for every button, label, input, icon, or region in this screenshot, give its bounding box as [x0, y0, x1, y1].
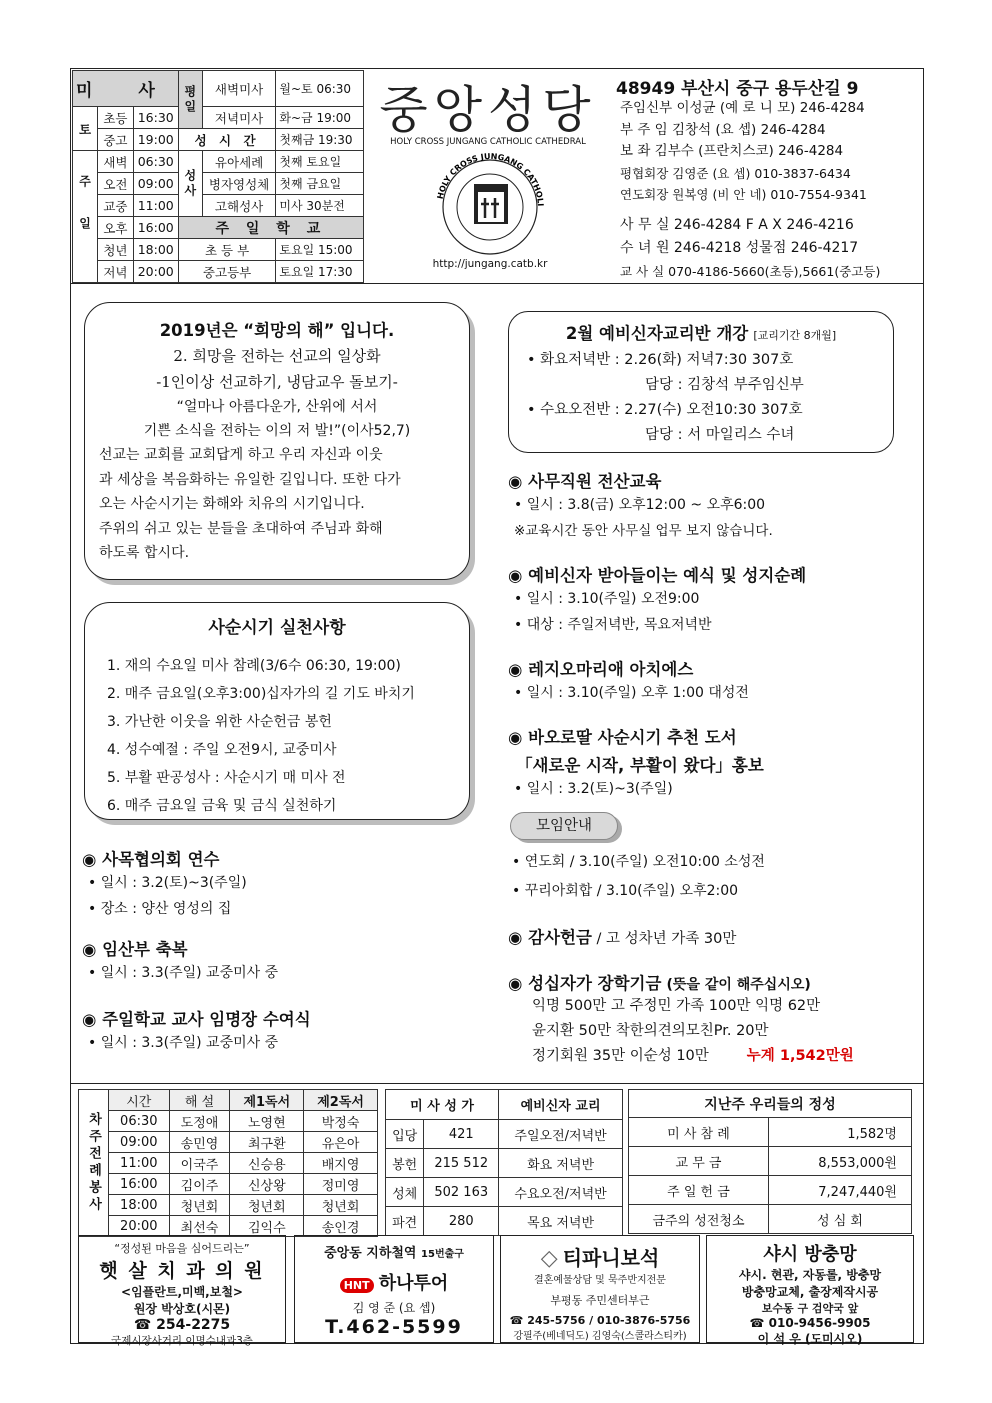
school-name: 중고등부 — [178, 261, 276, 283]
right-notices — [508, 468, 908, 802]
hope-year-box — [84, 302, 470, 580]
catechumen-box — [508, 311, 894, 453]
offering-cell: 8,553,000원 — [769, 1147, 912, 1176]
scholar-title-text: 성십자가 장학기금 — [528, 974, 662, 993]
offering-row — [629, 1118, 912, 1147]
sunday-mass-time: 20:00 — [133, 261, 178, 283]
hnt-logo: HNT — [340, 1278, 374, 1293]
notice-item: • 장소 : 양산 영성의 집 — [88, 901, 232, 917]
left-notices — [82, 846, 482, 1056]
duty-cell: 이국주 — [169, 1153, 230, 1174]
meeting-item: • 꾸리아회합 / 3.10(주일) 오후2:00 — [512, 883, 739, 899]
school-title: 주 일 학 교 — [178, 217, 363, 239]
offering-cell: 교 무 금 — [629, 1147, 769, 1176]
duty-cell: 김이주 — [169, 1174, 230, 1195]
ad-slogan: “정성된 마음을 심어드리는” — [114, 1242, 250, 1255]
scholar-total: 누계 1,542만원 — [746, 1048, 854, 1064]
catechumen-line: 담당 : 김창석 부주임신부 — [645, 377, 804, 393]
notice-title: ◉ 사무직원 전산교육 — [508, 472, 662, 491]
sunday-mass-name: 오전 — [98, 173, 134, 195]
notice-title: ◉ 바오로딸 사순시기 추천 도서 — [508, 728, 737, 747]
duty-row — [79, 1174, 378, 1195]
scholarship-heading — [508, 970, 811, 994]
duty-row — [79, 1153, 378, 1174]
scholar-line: 익명 500만 고 주정민 가족 100만 익명 62만 — [532, 998, 821, 1014]
duty-header: 시간 — [109, 1090, 170, 1111]
duty-cell: 20:00 — [109, 1216, 170, 1237]
duty-cell: 정미영 — [304, 1174, 378, 1195]
notice-item: • 일시 : 3.2(토)~3(주일) — [88, 875, 247, 891]
phone-list — [620, 214, 880, 283]
ad-person: 김 영 준 (요 셉) — [352, 1301, 436, 1315]
sunday-mass-time: 09:00 — [133, 173, 178, 195]
notice-title: ◉ 임산부 축복 — [82, 940, 188, 959]
hope-sub2: -1인이상 선교하기, 냉담교우 돌보기- — [156, 373, 398, 391]
ad-line: ☎ 245-5756 / 010-3876-5756 — [509, 1314, 691, 1327]
notice-title2: 「새로운 시작, 부활이 왔다」홍보 — [516, 756, 764, 775]
duty-cell: 11:00 — [109, 1153, 170, 1174]
ad-hanatour — [294, 1235, 494, 1343]
duty-row — [79, 1111, 378, 1132]
sacrament-name: 병자영성체 — [202, 173, 276, 195]
duty-header: 제2독서 — [304, 1090, 378, 1111]
school-time: 토요일 17:30 — [276, 261, 364, 283]
scholar-note: (뜻을 같이 해주십시오) — [666, 977, 811, 993]
offering-cell: 1,582명 — [769, 1118, 912, 1147]
staff-line: 평협회장 김영준 (요 셉) 010-3837-6434 — [620, 165, 851, 181]
lent-title: 사순시기 실천사항 — [208, 618, 346, 638]
duty-cell: 청년회 — [304, 1195, 378, 1216]
ad-sub: <임플란트,미백,보철> — [121, 1285, 243, 1299]
sunday-mass-time: 16:00 — [133, 217, 178, 239]
saturday-label: 토 — [73, 107, 98, 151]
duty-row — [79, 1195, 378, 1216]
hymn-header: 예비신자 교리 — [499, 1090, 623, 1120]
offering-row — [629, 1147, 912, 1176]
mass-schedule-table — [72, 70, 364, 283]
church-seal-logo — [430, 152, 550, 257]
catechumen-heading — [509, 320, 893, 344]
ad-line: 부평동 주민센터부근 — [550, 1294, 650, 1307]
duty-cell: 06:30 — [109, 1111, 170, 1132]
catechumen-note: [교리기간 8개월] — [753, 329, 837, 342]
offering-cell: 주 일 헌 금 — [629, 1176, 769, 1205]
notice-item: • 일시 : 3.10(주일) 오후 1:00 대성전 — [514, 685, 749, 701]
ad-line: 이 석 우 (도미시오) — [757, 1332, 863, 1346]
duty-cell: 유은아 — [304, 1132, 378, 1153]
sat-mass-time: 19:00 — [133, 129, 178, 151]
sunday-mass-name: 새벽 — [98, 151, 134, 173]
thanks-title: ◉ 감사헌금 — [508, 928, 592, 947]
lent-practice-box — [84, 602, 470, 820]
sunday-mass-name: 청년 — [98, 239, 134, 261]
ad-tiffany-jewelry — [500, 1235, 700, 1343]
duty-row — [79, 1132, 378, 1153]
thanks-text: / 고 성차년 가족 30만 — [591, 931, 737, 947]
duty-cell: 박정숙 — [304, 1111, 378, 1132]
school-time: 토요일 15:00 — [276, 239, 364, 261]
sunday-label: 주일 — [73, 151, 98, 283]
ad-owner: 원장 박상호(시몬) — [133, 1302, 231, 1316]
weekday-label: 평일 — [178, 71, 202, 129]
confession-time: 첫째금 19:30 — [276, 129, 364, 151]
hymn-cell: 421 — [424, 1120, 499, 1149]
ad-top — [295, 1242, 493, 1261]
notice-item: • 일시 : 3.2(토)~3(주일) — [514, 781, 673, 797]
hymn-cell: 파견 — [386, 1207, 424, 1236]
duty-cell: 청년회 — [169, 1195, 230, 1216]
sunday-mass-name: 저녁 — [98, 261, 134, 283]
staff-line: 주임신부 이성균 (예 로 니 모) 246-4284 — [620, 100, 865, 116]
phone-line: 수 녀 원 246-4218 성물점 246-4217 — [620, 240, 859, 256]
sat-mass-time: 16:30 — [133, 107, 178, 129]
scholarship-list — [532, 994, 854, 1069]
liturgy-duty-table — [78, 1089, 378, 1237]
hope-quote1: “얼마나 아름다운가, 산위에 서서 — [176, 399, 378, 415]
hymn-table — [385, 1089, 623, 1236]
lent-item: 4. 성수예절 : 주일 오전9시, 교중미사 — [107, 742, 337, 758]
sacrament-label: 성사 — [178, 151, 202, 217]
hymn-header: 미 사 성 가 — [386, 1090, 499, 1120]
notice-title-text: 사무직원 전산교육 — [528, 472, 662, 491]
duty-cell: 신승용 — [230, 1153, 304, 1174]
weekday-mass-name: 새벽미사 — [202, 71, 276, 107]
scholar-line: 정기회원 35만 이순성 10만 — [532, 1048, 709, 1064]
sat-mass-name: 중고 — [98, 129, 134, 151]
weekday-mass-time: 화~금 19:00 — [276, 107, 364, 129]
hope-body-line: 오는 사순시기는 화해와 치유의 시기입니다. — [99, 496, 365, 512]
notice-title: ◉ 사목협의회 연수 — [82, 850, 220, 869]
school-name: 초 등 부 — [178, 239, 276, 261]
hymn-cell: 수요오전/저녁반 — [499, 1178, 623, 1207]
hymn-cell: 목요 저녁반 — [499, 1207, 623, 1236]
catechumen-lines — [509, 348, 893, 448]
sunday-mass-name: 오후 — [98, 217, 134, 239]
ad-name: 샤시 방충망 — [763, 1244, 857, 1265]
hymn-cell: 502 163 — [424, 1178, 499, 1207]
ad-name: 티파니보석 — [562, 1246, 660, 1270]
ad-line: 샤시. 현관, 자동롤, 방충망 — [738, 1268, 882, 1282]
lent-item: 3. 가난한 이웃을 위한 사순헌금 봉헌 — [107, 714, 332, 730]
sunday-mass-name: 교중 — [98, 195, 134, 217]
sacrament-name: 유아세례 — [202, 151, 276, 173]
ad-line: 강필주(베네딕도) 김영숙(스콜라스티카) — [513, 1331, 687, 1342]
ad-addr: 국제시장사거리 이명수내과3층 — [111, 1335, 253, 1347]
ad-line: ☎ 010-9456-9905 — [749, 1316, 871, 1330]
catechumen-line: 담당 : 서 마일리스 수녀 — [645, 427, 795, 443]
hymn-cell: 주일오전/저녁반 — [499, 1120, 623, 1149]
notice-item: • 대상 : 주일저녁반, 목요저녁반 — [514, 617, 712, 633]
notice-item: • 일시 : 3.8(금) 오후12:00 ~ 오후6:00 — [514, 497, 766, 513]
thanks-title-text: 감사헌금 — [528, 928, 592, 947]
ad-header — [501, 1242, 699, 1271]
duty-cell: 송민영 — [169, 1132, 230, 1153]
sunday-mass-time: 06:30 — [133, 151, 178, 173]
offering-title: 지난주 우리들의 정성 — [629, 1090, 912, 1118]
hope-body-line: 주위의 쉬고 있는 분들을 초대하여 주님과 화해 — [99, 520, 383, 537]
scholar-line: 윤지환 50만 착한의견의모친Pr. 20만 — [532, 1023, 769, 1039]
duty-header: 제1독서 — [230, 1090, 304, 1111]
hymn-cell: 성체 — [386, 1178, 424, 1207]
church-url: http://jungang.catb.kr — [432, 258, 548, 270]
offering-table — [628, 1089, 912, 1234]
weekday-mass-time: 월~토 06:30 — [276, 71, 364, 107]
hope-sub1: 2. 희망을 전하는 선교의 일상화 — [173, 347, 381, 365]
duty-row — [79, 1216, 378, 1237]
notice-title: ◉ 주일학교 교사 임명장 수여식 — [82, 1010, 311, 1029]
phone-line: 사 무 실 246-4284 F A X 246-4216 — [620, 217, 854, 233]
notice-title-text: 주일학교 교사 임명장 수여식 — [102, 1010, 311, 1029]
ad-exit: 15번출구 — [421, 1249, 464, 1260]
ad-top-text: 중앙동 지하철역 — [324, 1246, 417, 1261]
notice-title-text: 임산부 축복 — [102, 940, 188, 959]
ad-line: 보수동 구 검약국 앞 — [761, 1302, 859, 1315]
duty-header: 해 설 — [169, 1090, 230, 1111]
phone-line: 교 사 실 070-4186-5660(초등),5661(중고등) — [620, 264, 881, 279]
hymn-row — [386, 1120, 623, 1149]
notice-title: ◉ 레지오마리애 아치에스 — [508, 660, 694, 679]
sacrament-time: 미사 30분전 — [276, 195, 364, 217]
lent-item: 2. 매주 금요일(오후3:00)십자가의 길 기도 바치기 — [107, 686, 415, 702]
notice-item: • 일시 : 3.3(주일) 교중미사 중 — [88, 1035, 279, 1051]
duty-cell: 배지영 — [304, 1153, 378, 1174]
notice-item: • 일시 : 3.10(주일) 오전9:00 — [514, 591, 700, 607]
sunday-mass-time: 18:00 — [133, 239, 178, 261]
duty-cell: 도정애 — [169, 1111, 230, 1132]
offering-cell: 미 사 참 례 — [629, 1118, 769, 1147]
lent-list — [85, 652, 469, 820]
hymn-cell: 280 — [424, 1207, 499, 1236]
hymn-cell: 봉헌 — [386, 1149, 424, 1178]
lent-item: 6. 매주 금요일 금육 및 금식 실천하기 — [107, 798, 337, 814]
duty-cell: 16:00 — [109, 1174, 170, 1195]
duty-cell: 최구환 — [230, 1132, 304, 1153]
church-name: 중앙성당 — [379, 81, 597, 139]
offering-row — [629, 1176, 912, 1205]
meeting-list — [512, 848, 765, 906]
lent-item: 1. 재의 수요일 미사 참례(3/6수 06:30, 19:00) — [107, 658, 401, 674]
staff-list — [620, 98, 867, 206]
lent-item: 5. 부활 판공성사 : 사순시기 매 미사 전 — [107, 770, 346, 786]
duty-label: 차주전례봉사 — [79, 1090, 109, 1237]
staff-line: 연도회장 원복영 (비 안 네) 010-7554-9341 — [620, 187, 867, 202]
duty-cell: 최선숙 — [169, 1216, 230, 1237]
ad-brand: 하나투어 — [378, 1273, 449, 1294]
ad-sash-screen — [706, 1235, 914, 1346]
sunday-mass-time: 11:00 — [133, 195, 178, 217]
offering-cell: 금주의 성전청소 — [629, 1205, 769, 1234]
catechumen-line: • 화요저녁반 : 2.26(화) 저녁7:30 307호 — [527, 352, 794, 368]
address: 48949 부산시 중구 용두산길 9 — [616, 79, 859, 99]
duty-cell: 노영현 — [230, 1111, 304, 1132]
hope-body-line: 하도록 합시다. — [99, 545, 190, 561]
hymn-cell: 215 512 — [424, 1149, 499, 1178]
ad-line: 방충망교체, 출장제작시공 — [741, 1285, 879, 1299]
notice-title: ◉ 예비신자 받아들이는 예식 및 성지순례 — [508, 566, 807, 585]
offering-cell: 성 심 회 — [769, 1205, 912, 1234]
confession-label: 성 시 간 — [178, 129, 276, 151]
ad-line: 결혼예물상담 및 묵주반지전문 — [534, 1275, 666, 1286]
hymn-cell: 화요 저녁반 — [499, 1149, 623, 1178]
duty-cell: 18:00 — [109, 1195, 170, 1216]
ad-phone: ☎ 254-2275 — [133, 1317, 231, 1333]
church-subtitle: HOLY CROSS JUNGANG CATHOLIC CATHEDRAL — [390, 137, 586, 147]
mass-title: 미 사 — [73, 71, 179, 107]
hope-quote2: 기쁜 소식을 전하는 이의 저 발!”(이사52,7) — [143, 423, 411, 439]
sacrament-time: 첫째 금요일 — [276, 173, 364, 195]
sacrament-time: 첫째 토요일 — [276, 151, 364, 173]
staff-line: 보 좌 김부수 (프란치스코) 246-4284 — [620, 143, 844, 159]
catechumen-title: 2월 예비신자교리반 개강 — [565, 324, 749, 343]
ad-brand-row — [295, 1269, 493, 1295]
scholar-title: ◉ 성십자가 장학기금 — [508, 974, 662, 993]
notice-title-text: 예비신자 받아들이는 예식 및 성지순례 — [528, 566, 807, 585]
meeting-badge: 모임안내 — [510, 812, 618, 840]
offering-cell: 7,247,440원 — [769, 1176, 912, 1205]
hymn-row — [386, 1178, 623, 1207]
notice-item: ※교육시간 동안 사무실 업무 보지 않습니다. — [514, 523, 773, 539]
hope-body-line: 선교는 교회를 교회답게 하고 우리 자신과 이웃 — [99, 447, 383, 463]
notice-title-text: 레지오마리애 아치에스 — [528, 660, 694, 679]
thanks-offering — [508, 924, 736, 948]
ad-phone: T.462-5599 — [325, 1316, 463, 1338]
duty-cell: 09:00 — [109, 1132, 170, 1153]
staff-line: 부 주 임 김창석 (요 셉) 246-4284 — [620, 121, 826, 138]
hope-body-line: 과 세상을 복음화하는 유일한 길입니다. 또한 다가 — [99, 471, 401, 488]
notice-item: • 일시 : 3.3(주일) 교중미사 중 — [88, 965, 279, 981]
diamond-icon: ◇ — [540, 1246, 558, 1271]
duty-cell: 김익수 — [230, 1216, 304, 1237]
duty-cell: 송인경 — [304, 1216, 378, 1237]
duty-cell: 신상왕 — [230, 1174, 304, 1195]
offering-row — [629, 1205, 912, 1234]
notice-title-text: 사목협의회 연수 — [102, 850, 220, 869]
notice-title-text: 바오로딸 사순시기 추천 도서 — [528, 728, 737, 747]
catechumen-line: • 수요오전반 : 2.27(수) 오전10:30 307호 — [527, 402, 803, 418]
seal-text: HOLY CROSS JUNGANG CATHOLI — [435, 152, 546, 207]
hymn-row — [386, 1149, 623, 1178]
sacrament-name: 고해성사 — [202, 195, 276, 217]
duty-cell: 청년회 — [230, 1195, 304, 1216]
header-divider — [70, 283, 924, 284]
weekday-mass-name: 저녁미사 — [202, 107, 276, 129]
hope-title: 2019년은 “희망의 해” 입니다. — [159, 321, 395, 340]
sat-mass-name: 초등 — [98, 107, 134, 129]
meeting-item: • 연도회 / 3.10(주일) 오전10:00 소성전 — [512, 854, 765, 870]
hope-body — [85, 443, 469, 566]
hymn-cell: 입당 — [386, 1120, 424, 1149]
ad-dental-clinic — [78, 1235, 286, 1347]
hymn-row — [386, 1207, 623, 1236]
ad-name: 햇 살 치 과 의 원 — [99, 1260, 265, 1282]
footer-divider — [70, 1083, 924, 1084]
